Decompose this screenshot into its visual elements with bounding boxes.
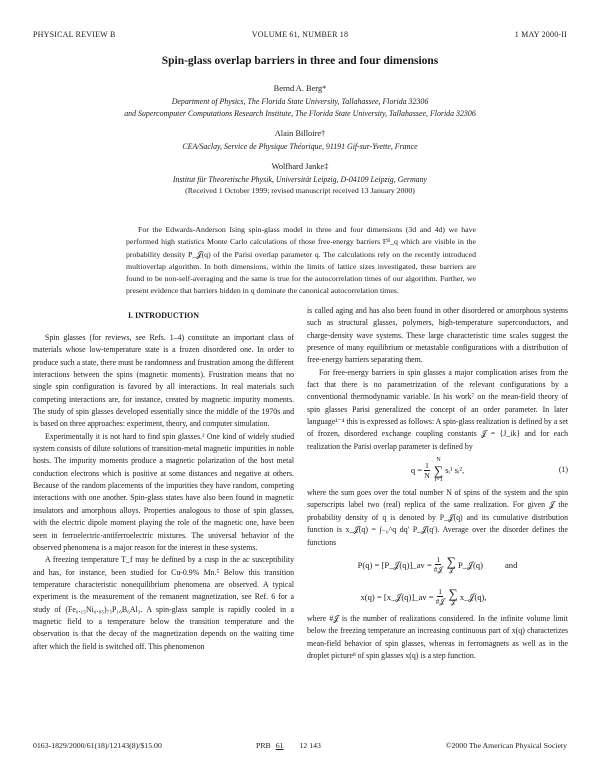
right-column-body bbox=[307, 305, 568, 662]
equation-number: (1) bbox=[558, 464, 568, 474]
paragraph: is called aging and has also been found in other disordered or amorphous systems such as structural glasses, polymers, high-temperature superconductors, and charge-density wave systems. These large characteristic time scales suggest the presence of many equilibrium or metastable configurations with a distribution of free-energy barriers separating them. bbox=[307, 306, 568, 365]
left-column-body bbox=[33, 332, 294, 653]
footer-publisher: ©2000 The American Physical Society bbox=[445, 741, 567, 750]
equation-2: P(q) = [P_𝒥(q)]_av = $\frac{1}{\text{\#𝒥}}$ ∑ 𝒥 P_𝒥(q) and bbox=[357, 553, 518, 575]
author-name: Wolfhard Janke‡ bbox=[271, 162, 329, 171]
abstract: For the Edwards-Anderson Ising spin-glass model in three and four dimensions (3d and 4d) we have performed high statistics Monte Carlo calculations of those free-energy barriers Fᴮ_q which are visible in the probability density P_𝒥(q) of the Parisi overlap parameter q. The calculations rely on the recently introduced multioverlap algorithm. In both dimensions, within the limits of lattice sizes investigated, these barriers are found to be non-self-averaging and the same is true for the autocorrelation times of our algorithm. Further, we present evidence that barriers hidden in q dominate the canonical autocorrelation times. bbox=[126, 225, 476, 296]
author-affiliation: CEA/Saclay, Service de Physique Théorique, 91191 Gif-sur-Yvette, France bbox=[182, 142, 418, 151]
author-affiliation: Department of Physics, The Florida State University, Tallahassee, Florida 32306 bbox=[171, 97, 429, 106]
running-header-date: 1 MAY 2000-II bbox=[514, 30, 567, 39]
fraction: $\frac{1}{\text{\#𝒥}}$ bbox=[435, 587, 445, 607]
author-name: Alain Billoire† bbox=[274, 129, 326, 138]
section-heading: I. INTRODUCTION bbox=[127, 311, 200, 320]
paragraph: where the sum goes over the total number N of spins of the system and the spin superscripts label two (real) replica of the same realization. For given 𝒥 the probability density of q is denoted by P_𝒥(q) and its cumulative distribution function is x_𝒥(q) = ∫₋₀^q dq′ P_𝒥(q′). Average over the disorder defines the functions bbox=[307, 488, 568, 547]
footer-journal-ref: PRB 61 12 143 bbox=[256, 741, 321, 750]
footer-copyright-code: 0163-1829/2000/61(18)/12143(8)/$15.00 bbox=[33, 741, 162, 750]
fraction: $\frac{1}{\text{\#𝒥}}$ bbox=[433, 555, 443, 575]
author-affiliation: Institut für Theoretische Physik, Universität Leipzig, D-04109 Leipzig, Germany bbox=[172, 175, 428, 184]
running-header-volume: VOLUME 61, NUMBER 18 bbox=[251, 30, 349, 39]
summation: ∑ 𝒥 bbox=[446, 553, 456, 574]
paragraph: Spin glasses (for reviews, see Refs. 1–4) constitute an important class of materials whose low-temperature state is a frozen disordered one. In order to produce such a state, there must be randomness and frustration among the different interactions between the spins (magnetic moments). Frustration means that no single spin configuration is favored by all interactions. In real materials such competing interactions are, for instance, created by magnetic impurity moments. The study of spin glasses developed essentially since the middle of the 1970s and is based on three approaches: experiment, theory, and computer simulation. bbox=[33, 333, 294, 429]
paragraph: For free-energy barriers in spin glasses a major complication arises from the fact that there is no parametrization of the relevant configurations by a conventional thermodynamic variable. In his work⁷ on the mean-field theory of spin glasses Parisi generalized the concept of an order parameter. In later language¹⁻⁴ this is expressed as follows: A spin-glass realization is defined by a set of frozen, disordered exchange coupling constants 𝒥 = {J_ik} and for each realization the Parisi overlap parameter is defined by bbox=[307, 367, 568, 451]
summation: N ∑ i=1 bbox=[433, 456, 444, 483]
author-affiliation: and Supercomputer Computations Research Institute, The Florida State University, Tallahassee, Florida 32306 bbox=[124, 109, 476, 118]
author-name: Bernd A. Berg* bbox=[273, 84, 327, 93]
paragraph: A freezing temperature T_f may be defined by a cusp in the ac susceptibility and has, for instance, been studied for Cu-0.9% Mn.⁵ Below this transition temperature characteristic nonequilibrium phenomena are observed. A typical experiment is the measurement of the remanent magnetization, see Ref. 6 for a study of (Fe₀.₁₅Ni₀.₈₅)₇₅P₁₆B₆Al₃. A spin-glass sample is rapidly cooled in a magnetic field to a temperature below the transition temperature and the observation is that the decay of the magnetization depends on the waiting time after which the field is switched off. This phenomenon bbox=[33, 555, 294, 651]
running-header-journal: PHYSICAL REVIEW B bbox=[33, 30, 116, 39]
paper-title: Spin-glass overlap barriers in three and four dimensions bbox=[161, 55, 439, 67]
received-dates: (Received 1 October 1999; revised manuscript received 13 January 2000) bbox=[185, 186, 415, 195]
summation: ∑ 𝒥 bbox=[448, 585, 458, 606]
equation-3: x(q) = [x_𝒥(q)]_av = $\frac{1}{\text{\#𝒥}}$ ∑ 𝒥 x_𝒥(q), bbox=[360, 585, 487, 607]
paragraph: where #𝒥 is the number of realizations considered. In the infinite volume limit below the freezing temperature an increasing continuous part of x(q) characterizes mean-field behavior of spin glasses, whereas in ferromagnets as well as in the droplet picture⁸ of spin glasses x(q) is a step function. bbox=[307, 613, 568, 660]
fraction: $\frac{1}{N}$ bbox=[424, 460, 430, 480]
paragraph: Experimentally it is not hard to find spin glasses.² One kind of widely studied system consists of dilute solutions of transition-metal magnetic impurities in noble hosts. The impurity moments produce a magnetic polarization of the host metal conduction electrons which is positive at some distances and negative at others. Because of the random placements of the impurities they have random, competing interactions with one another. Spin-glass states have also been found in magnetic insulators and amorphous alloys. Properties analogous to those of spin glasses, with the electric dipole moment playing the role of the magnetic one, have been seen in ferroelectric-antiferroelectric mixtures. The universal behavior of the observed phenomena is a major reason for the interest in these systems. bbox=[33, 431, 294, 552]
equation-1: q = $\frac{1}{N}$ N ∑ i=1 sᵢ¹ sᵢ², (1) bbox=[410, 456, 568, 483]
